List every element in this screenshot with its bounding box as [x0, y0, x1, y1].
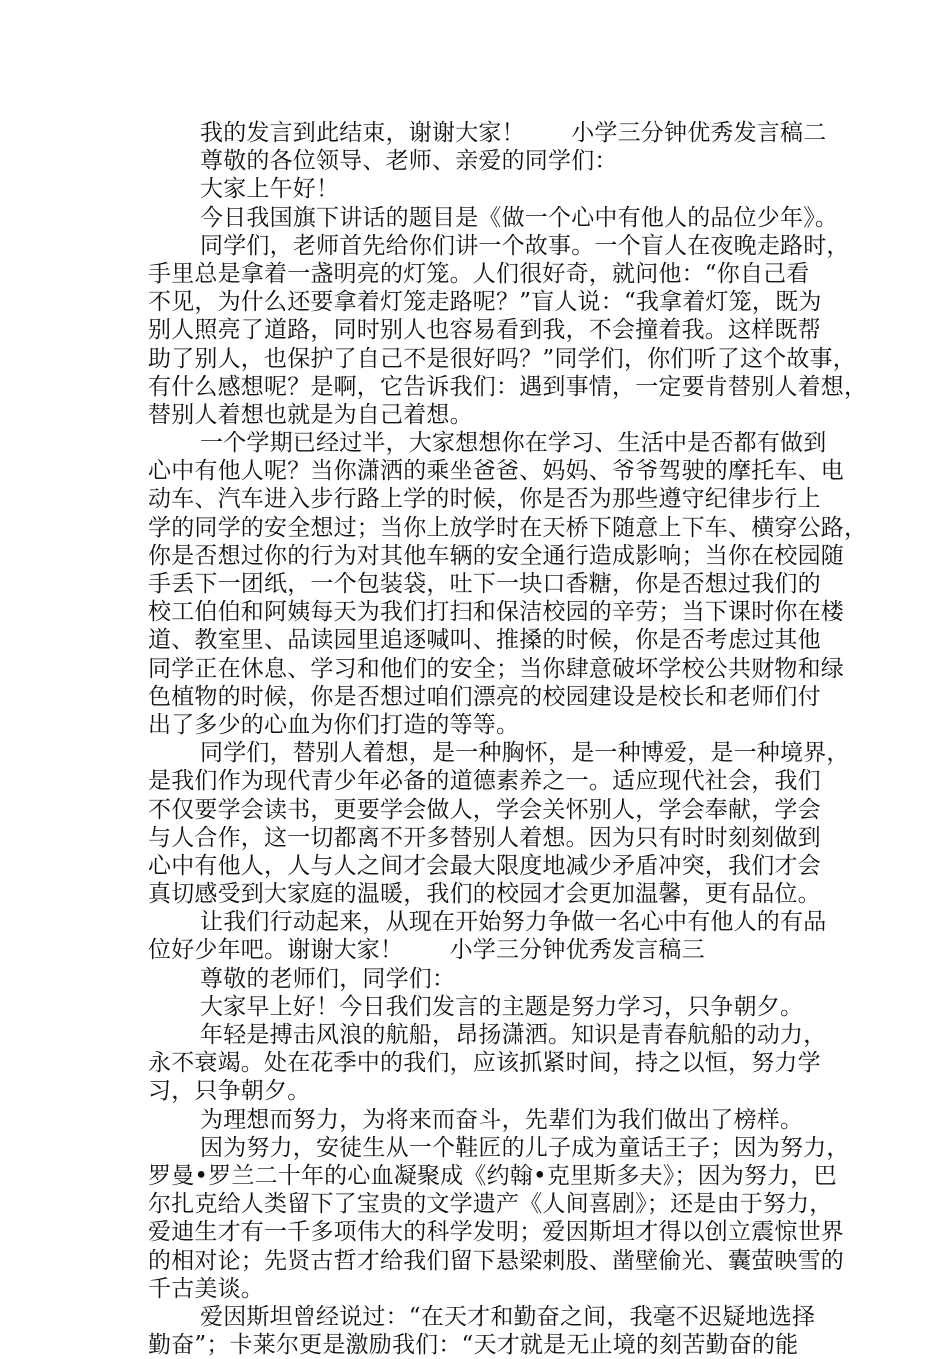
- paragraph-line: 道、教室里、品读园里追逐喊叫、推搡的时候，你是否考虑过其他: [148, 627, 821, 654]
- paragraph-line: 勤奋”；卡莱尔更是激励我们：“天才就是无止境的刻苦勤奋的能: [148, 1332, 799, 1359]
- paragraph-line: 手里总是拿着一盏明亮的灯笼。人们很好奇，就问他：“你自己看: [148, 260, 810, 287]
- paragraph-line: 罗曼•罗兰二十年的心血凝聚成《约翰•克里斯多夫》；因为努力，巴: [148, 1162, 837, 1189]
- paragraph-line: 千古美谈。: [148, 1275, 264, 1302]
- paragraph-first-line: 同学们，替别人着想，是一种胸怀，是一种博爱，是一种境界，: [200, 740, 850, 767]
- paragraph-first-line: 让我们行动起来，从现在开始努力争做一名心中有他人的有品: [200, 909, 827, 936]
- paragraph-line: 心中有他人，人与人之间才会最大限度地减少矛盾冲突，我们才会: [148, 852, 821, 879]
- paragraph-line: 的相对论；先贤古哲才给我们留下悬梁刺股、凿壁偷光、囊萤映雪的: [148, 1247, 844, 1274]
- paragraph-line: 与人合作，这一切都离不开多替别人着想。因为只有时时刻刻做到: [148, 824, 821, 851]
- paragraph-first-line: 尊敬的各位领导、老师、亲爱的同学们：: [200, 148, 618, 175]
- paragraph-first-line: 一个学期已经过半，大家想想你在学习、生活中是否都有做到: [200, 430, 827, 457]
- paragraph-line: 爱迪生才有一千多项伟大的科学发明；爱因斯坦才得以创立震惊世界: [148, 1219, 844, 1246]
- paragraph-line: 手丢下一团纸，一个包装袋，吐下一块口香糖，你是否想过我们的: [148, 571, 821, 597]
- paragraph-line: 同学正在休息、学习和他们的安全；当你肆意破坏学校公共财物和绿: [148, 655, 844, 682]
- paragraph-line: 动车、汽车进入步行路上学的时候，你是否为那些遵守纪律步行上: [148, 486, 821, 513]
- paragraph-line: 不见，为什么还要拿着灯笼走路呢？”盲人说：“我拿着灯笼，既为: [148, 289, 822, 316]
- paragraph-first-line: 爱因斯坦曾经说过：“在天才和勤奋之间，我毫不迟疑地选择: [200, 1303, 816, 1330]
- paragraph-line: 校工伯伯和阿姨每天为我们打扫和保洁校园的辛劳；当下课时你在楼: [148, 599, 844, 626]
- paragraph-line: 心中有他人呢？当你潇洒的乘坐爸爸、妈妈、爷爷驾驶的摩托车、电: [148, 458, 844, 485]
- paragraph-line: 替别人着想也就是为自己着想。: [148, 401, 473, 428]
- paragraph-first-line: 今日我国旗下讲话的题目是《做一个心中有他人的品位少年》。: [200, 204, 839, 231]
- paragraph-line: 真切感受到大家庭的温暖，我们的校园才会更加温馨，更有品位。: [148, 881, 821, 908]
- paragraph-line: 学的同学的安全想过；当你上放学时在天桥下随意上下车、横穿公路，: [148, 514, 868, 541]
- paragraph-line: 是我们作为现代青少年必备的道德素养之一。适应现代社会，我们: [148, 768, 821, 795]
- paragraph-line: 习，只争朝夕。: [148, 1078, 311, 1105]
- paragraph-line: 出了多少的心血为你们打造的等等。: [148, 711, 520, 738]
- paragraph-line: 色植物的时候，你是否想过咱们漂亮的校园建设是校长和老师们付: [148, 683, 821, 710]
- paragraph-first-line: 尊敬的老师们，同学们：: [200, 965, 456, 992]
- paragraph-line: 有什么感想呢？是啊，它告诉我们：遇到事情，一定要肯替别人着想，: [148, 373, 868, 400]
- paragraph-first-line: 为理想而努力，为将来而奋斗，先辈们为我们做出了榜样。: [200, 1106, 804, 1133]
- paragraph-line: 尔扎克给人类留下了宝贵的文学遗产《人间喜剧》；还是由于努力，: [148, 1191, 833, 1218]
- paragraph-line: 你是否想过你的行为对其他车辆的安全通行造成影响；当你在校园随: [148, 542, 844, 569]
- paragraph-line: 别人照亮了道路，同时别人也容易看到我，不会撞着我。这样既帮: [148, 317, 821, 344]
- paragraph-first-line: 年轻是搏击风浪的航船，昂扬潇洒。知识是青春航船的动力，: [200, 1022, 827, 1048]
- paragraph-line: 位好少年吧。谢谢大家！ 小学三分钟优秀发言稿三: [148, 937, 705, 964]
- paragraph-first-line: 大家早上好！今日我们发言的主题是努力学习，只争朝夕。: [200, 993, 804, 1020]
- paragraph-line: 不仅要学会读书，更要学会做人，学会关怀别人，学会奉献，学会: [148, 796, 821, 823]
- paragraph-line: 助了别人，也保护了自己不是很好吗？”同学们，你们听了这个故事，: [148, 345, 856, 372]
- paragraph-first-line: 我的发言到此结束，谢谢大家！ 小学三分钟优秀发言稿二: [200, 120, 827, 146]
- paragraph-line: 永不衰竭。处在花季中的我们，应该抓紧时间，持之以恒，努力学: [148, 1050, 821, 1077]
- paragraph-first-line: 因为努力，安徒生从一个鞋匠的儿子成为童话王子；因为努力，: [200, 1134, 850, 1161]
- paragraph-first-line: 大家上午好！: [200, 176, 340, 203]
- paragraph-first-line: 同学们，老师首先给你们讲一个故事。一个盲人在夜晚走路时，: [200, 232, 850, 259]
- speech-text-body: [148, 119, 868, 1359]
